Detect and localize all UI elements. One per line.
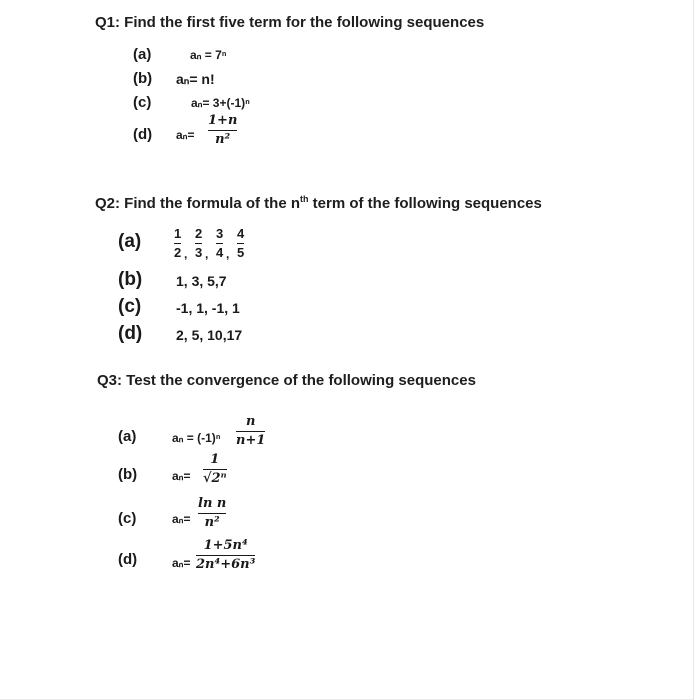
- q2-a-frac-2: [195, 227, 202, 260]
- q3-c-fraction: [198, 497, 226, 530]
- denominator: 3: [195, 245, 203, 260]
- q3-c-denominator: n²: [204, 515, 220, 530]
- numerator: 2: [195, 226, 203, 241]
- fraction-bar: [203, 469, 227, 470]
- fraction-bar: [216, 243, 223, 244]
- q2-a-frac-1: [174, 227, 181, 260]
- fraction-bar: [237, 243, 244, 244]
- q2-a-label: (a): [118, 231, 142, 252]
- q3-a-denominator: n+1: [236, 433, 266, 448]
- q2-d-text: 2, 5, 10,17: [176, 327, 243, 343]
- comma: ,: [184, 247, 188, 261]
- comma: ,: [226, 247, 230, 261]
- fraction-bar: [198, 513, 226, 514]
- q3-c-numerator: ln n: [198, 496, 227, 511]
- comma: ,: [205, 247, 209, 261]
- q3-b-fraction: [203, 453, 227, 486]
- denominator: 5: [237, 245, 245, 260]
- numerator: 3: [216, 226, 224, 241]
- q3-a-lhs: aₙ = (-1)ⁿ: [172, 431, 221, 445]
- q1-a-label: (a): [133, 46, 152, 63]
- fraction-bar: [236, 431, 265, 432]
- denominator: 2: [174, 245, 182, 260]
- q2-title: [95, 194, 542, 212]
- q1-b-label: (b): [133, 70, 153, 87]
- q3-b-label: (b): [118, 466, 138, 483]
- q3-b-numerator: 1: [210, 452, 220, 467]
- q2-title-prefix: Q2: Find the formula of the n: [95, 195, 300, 212]
- q3-c-lhs: aₙ=: [172, 512, 191, 526]
- q3-a-label: (a): [118, 428, 137, 445]
- q1-c-formula: aₙ= 3+(-1)ⁿ: [191, 96, 250, 110]
- q3-d-numerator: 1+5n⁴: [203, 538, 248, 553]
- q2-c-text: -1, 1, -1, 1: [176, 300, 240, 316]
- q1-c-label: (c): [133, 94, 152, 111]
- fraction-bar: [196, 555, 255, 556]
- q2-d-label: (d): [118, 323, 143, 344]
- q1-a-formula: aₙ = 7ⁿ: [190, 48, 227, 62]
- fraction-bar: [195, 243, 202, 244]
- q1-d-fraction: [208, 114, 237, 147]
- fraction-bar: [174, 243, 181, 244]
- q1-d-label: (d): [133, 126, 153, 143]
- q3-a-fraction: [236, 415, 265, 448]
- q1-d-lhs: aₙ=: [176, 128, 195, 142]
- q3-d-lhs: aₙ=: [172, 556, 191, 570]
- q3-title: Q3: Test the convergence of the following sequences: [97, 372, 476, 389]
- q3-d-fraction: [196, 539, 255, 572]
- q3-d-label: (d): [118, 551, 138, 568]
- q1-title: Q1: Find the first five term for the following sequences: [95, 14, 485, 31]
- q3-d-denominator: 2n⁴+6n³: [196, 557, 256, 572]
- q2-a-frac-4: [237, 227, 244, 260]
- denominator: 4: [216, 245, 224, 260]
- q3-b-lhs: aₙ=: [172, 469, 191, 483]
- q2-c-label: (c): [118, 296, 142, 317]
- q1-d-denominator: n²: [215, 132, 231, 147]
- q2-title-suffix: term of the following sequences: [308, 195, 542, 212]
- q2-b-text: 1, 3, 5,7: [176, 273, 227, 289]
- numerator: 1: [174, 226, 182, 241]
- q3-b-denominator: √2ⁿ: [203, 471, 227, 486]
- q2-a-frac-3: [216, 227, 223, 260]
- q2-b-label: (b): [118, 269, 143, 290]
- q1-d-numerator: 1+n: [208, 113, 238, 128]
- numerator: 4: [237, 226, 245, 241]
- q3-a-numerator: n: [245, 414, 256, 429]
- fraction-bar: [208, 130, 237, 131]
- q1-b-formula: aₙ= n!: [176, 71, 215, 87]
- q2-title-sup: th: [300, 194, 309, 204]
- q3-c-label: (c): [118, 510, 137, 527]
